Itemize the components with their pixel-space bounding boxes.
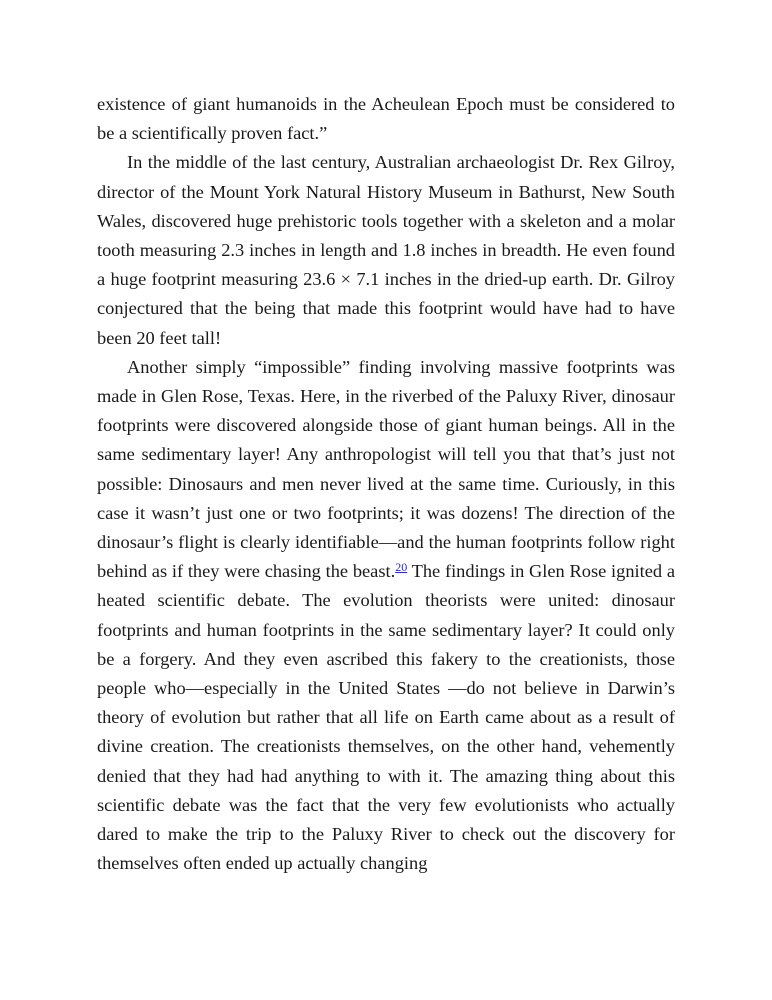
footnote-link-20[interactable]: 20 (395, 560, 408, 575)
paragraph-glen-rose (97, 353, 675, 879)
paragraph-acheulean-quote-end: existence of giant humanoids in the Acheulean Epoch must be considered to be a scientifically proven fact.” (97, 94, 675, 144)
page-body (97, 90, 675, 878)
glen-rose-text-before-note: Another simply “impossible” finding involving massive footprints was made in Glen Rose, Texas. Here, in the riverbed of the Paluxy River, dinosaur footprints were discovered alongside those of giant human beings. All in the same sedimentary layer! Any anthropologist will tell you that that’s just not possible: Dinosaurs and men never lived at the same time. Curiously, in this case it wasn’t just one or two footprints; it was dozens! The direction of the dinosaur’s flight is clearly identifiable—and the human footprints follow right behind as if they were chasing the beast. (97, 356, 675, 582)
paragraph-gilroy: In the middle of the last century, Australian archaeologist Dr. Rex Gilroy, director of the Mount York Natural History Museum in Bathurst, New South Wales, discovered huge prehistoric tools together with a skeleton and a molar tooth measuring 2.3 inches in length and 1.8 inches in breadth. He even found a huge footprint measuring 23.6 × 7.1 inches in the dried-up earth. Dr. Gilroy conjectured that the being that made this footprint would have had to have been 20 feet tall! (97, 152, 675, 348)
glen-rose-text-after-note: The findings in Glen Rose ignited a heated scientific debate. The evolution theorists were united: dinosaur footprints and human footprints in the same sedimentary layer? It could only be a forgery. And they even ascribed this fakery to the creationists, those people who—especially in the United States —do not believe in Darwin’s theory of evolution but rather that all life on Earth came about as a result of divine creation. The creationists themselves, on the other hand, vehemently denied that they had had anything to with it. The amazing thing about this scientific debate was the fact that the very few evolutionists who actually dared to make the trip to the Paluxy River to check out the discovery for themselves often ended up actually changing (97, 561, 675, 874)
